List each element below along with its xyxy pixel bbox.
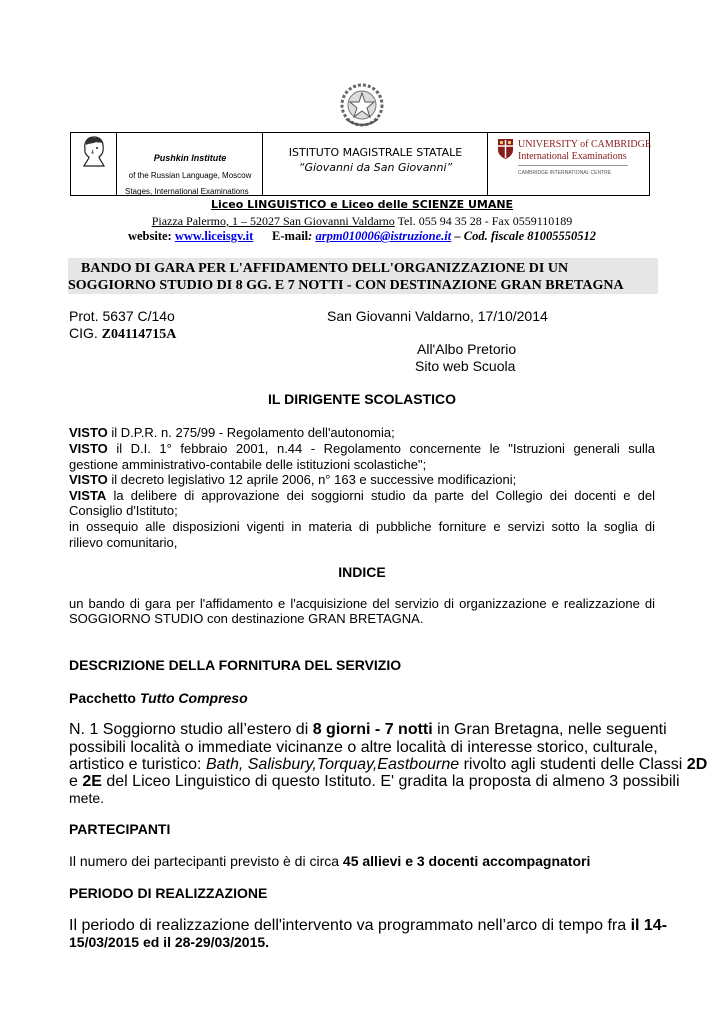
visto-text: il D.I. 1° febbraio 2001, n.44 - Regolamento concernente le "Istruzioni generali sulla bbox=[107, 441, 655, 456]
email-colon: : bbox=[308, 229, 316, 243]
pushkin-institute-subtitle-2: Stages, International Examinations bbox=[125, 187, 249, 196]
email-label: E-mail bbox=[272, 229, 309, 243]
pushkin-institute-name: Pushkin Institute bbox=[153, 153, 227, 163]
pushkin-institute-subtitle: of the Russian Language, Moscow bbox=[128, 171, 252, 180]
school-address-line bbox=[0, 214, 724, 229]
visto-text: la delibere di approvazione dei soggiorni studio da parte del Collegio dei docenti e del bbox=[106, 488, 655, 503]
school-address: Piazza Palermo, 1 – 52027 San Giovanni Valdarno bbox=[151, 214, 395, 228]
contacts-gap bbox=[253, 229, 272, 243]
pushkin-institute-cell bbox=[117, 133, 263, 195]
descrizione-line-2: possibili località o immediate vicinanze o altre località di interesse storico, culturale, bbox=[69, 739, 658, 756]
pushkin-portrait-cell bbox=[71, 133, 117, 195]
descrizione-line-5: mete. bbox=[69, 790, 105, 806]
recipient-albo: All'Albo Pretorio bbox=[417, 341, 517, 357]
visto-line-7: in ossequio alle disposizioni vigenti in materia di pubbliche forniture e servizi sotto la soglia di bbox=[69, 519, 655, 534]
cig-label: CIG. bbox=[69, 325, 102, 341]
visto-line-8: rilievo comunitario, bbox=[69, 535, 178, 550]
school-name: ISTITUTO MAGISTRALE STATALE bbox=[288, 146, 463, 159]
cambridge-university-name: UNIVERSITY of CAMBRIDGE bbox=[518, 139, 651, 150]
text-run-italic: Bath, Salisbury,Torquay,Eastbourne bbox=[205, 756, 460, 773]
descrizione-heading: DESCRIZIONE DELLA FORNITURA DEL SERVIZIO bbox=[69, 657, 402, 673]
text-run: Il periodo di realizzazione dell'intervento va programmato nell’arco di tempo fra bbox=[69, 917, 631, 934]
indice-line-1: un bando di gara per l'affidamento e l'acquisizione del servizio di organizzazione e realizzazione di bbox=[69, 596, 655, 611]
cambridge-logo-cell bbox=[488, 133, 649, 195]
protocol-number: Prot. 5637 C/14o bbox=[69, 308, 175, 324]
pacchetto-label: Pacchetto bbox=[69, 690, 140, 706]
indice-line-2: SOGGIORNO STUDIO con destinazione GRAN BRETAGNA. bbox=[69, 611, 424, 626]
text-run-bold: 2D bbox=[686, 756, 708, 773]
school-phone-fax: Tel. 055 94 35 28 - Fax 0559110189 bbox=[394, 214, 573, 228]
text-run-bold: il 14- bbox=[630, 917, 668, 934]
text-run: N. 1 Soggiorno studio all’estero di bbox=[69, 721, 313, 738]
pacchetto-heading bbox=[69, 690, 248, 706]
website-link[interactable]: www.liceisgv.it bbox=[174, 229, 254, 243]
visto-line-1 bbox=[69, 425, 395, 440]
cambridge-shield-icon bbox=[498, 139, 513, 159]
partecipanti-text bbox=[69, 853, 590, 869]
pacchetto-name: Tutto Compreso bbox=[139, 690, 248, 706]
text-run: in Gran Bretagna, nelle seguenti bbox=[432, 721, 667, 738]
email-link[interactable]: arpm010006@istruzione.it bbox=[315, 229, 452, 243]
cambridge-exams-name: International Examinations bbox=[518, 151, 627, 162]
cambridge-centre-label: CAMBRIDGE INTERNATIONAL CENTRE bbox=[518, 170, 612, 176]
visto-line-2 bbox=[69, 441, 655, 456]
visto-text: il decreto legislativo 12 aprile 2006, n° 163 e successive modificazioni; bbox=[107, 472, 517, 487]
school-type-heading: Liceo LINGUISTICO e Liceo delle SCIENZE UMANE bbox=[210, 198, 514, 211]
partecipanti-heading: PARTECIPANTI bbox=[69, 821, 171, 837]
visto-keyword: VISTO bbox=[69, 441, 108, 456]
school-name-cell bbox=[263, 133, 488, 195]
tender-title-line-1: BANDO DI GARA PER L'AFFIDAMENTO DELL'ORGANIZZAZIONE DI UN bbox=[81, 261, 569, 276]
cambridge-divider bbox=[518, 165, 628, 166]
fiscal-code: – Cod. fiscale 81005550512 bbox=[451, 229, 597, 243]
tender-title-box bbox=[68, 258, 658, 294]
tender-title-line-2: SOGGIORNO STUDIO DI 8 GG. E 7 NOTTI - CON DESTINAZIONE GRAN BRETAGNA bbox=[68, 278, 624, 293]
visto-keyword: VISTO bbox=[69, 425, 108, 440]
periodo-line-1 bbox=[69, 917, 668, 935]
visto-line-6: Consiglio d'Istituto; bbox=[69, 503, 178, 518]
text-run: e bbox=[69, 773, 83, 790]
visto-keyword: VISTO bbox=[69, 472, 108, 487]
pushkin-portrait-icon bbox=[81, 135, 107, 167]
text-run: del Liceo Linguistico di questo Istituto. E' gradita la proposta di almeno 3 possibili bbox=[101, 773, 680, 790]
school-motto: “Giovanni da San Giovanni” bbox=[298, 161, 453, 174]
cig-code: Z04114715A bbox=[101, 327, 177, 342]
text-run: artistico e turistico: bbox=[69, 756, 206, 773]
recipient-website: Sito web Scuola bbox=[415, 358, 516, 374]
header-logos-table bbox=[70, 132, 650, 196]
vista-keyword: VISTA bbox=[69, 488, 107, 503]
website-label: website: bbox=[127, 229, 175, 243]
indice-heading: INDICE bbox=[338, 564, 386, 580]
descrizione-line-4 bbox=[69, 773, 680, 791]
visto-line-4 bbox=[69, 472, 516, 487]
italian-republic-emblem-icon bbox=[340, 83, 384, 129]
text-run: Il numero dei partecipanti previsto è di circa bbox=[69, 853, 343, 869]
descrizione-line-3 bbox=[69, 756, 708, 774]
periodo-heading: PERIODO DI REALIZZAZIONE bbox=[69, 885, 268, 901]
cig-line bbox=[69, 325, 176, 343]
school-contacts-line bbox=[0, 229, 724, 244]
text-run-bold: 8 giorni - 7 notti bbox=[312, 721, 433, 738]
visto-text: il D.P.R. n. 275/99 - Regolamento dell'autonomia; bbox=[107, 425, 395, 440]
text-run: rivolto agli studenti delle Classi bbox=[459, 756, 687, 773]
visto-line-3: gestione amministrativo-contabile delle istituzioni scolastiche"; bbox=[69, 457, 427, 472]
dirigente-heading: IL DIRIGENTE SCOLASTICO bbox=[268, 391, 456, 407]
place-and-date: San Giovanni Valdarno, 17/10/2014 bbox=[327, 308, 548, 324]
text-run-bold: 2E bbox=[82, 773, 102, 790]
descrizione-line-1 bbox=[69, 721, 667, 739]
periodo-line-2: 15/03/2015 ed il 28-29/03/2015. bbox=[69, 934, 270, 950]
visto-line-5 bbox=[69, 488, 655, 503]
text-run-bold: 45 allievi e 3 docenti accompagnatori bbox=[342, 853, 591, 869]
